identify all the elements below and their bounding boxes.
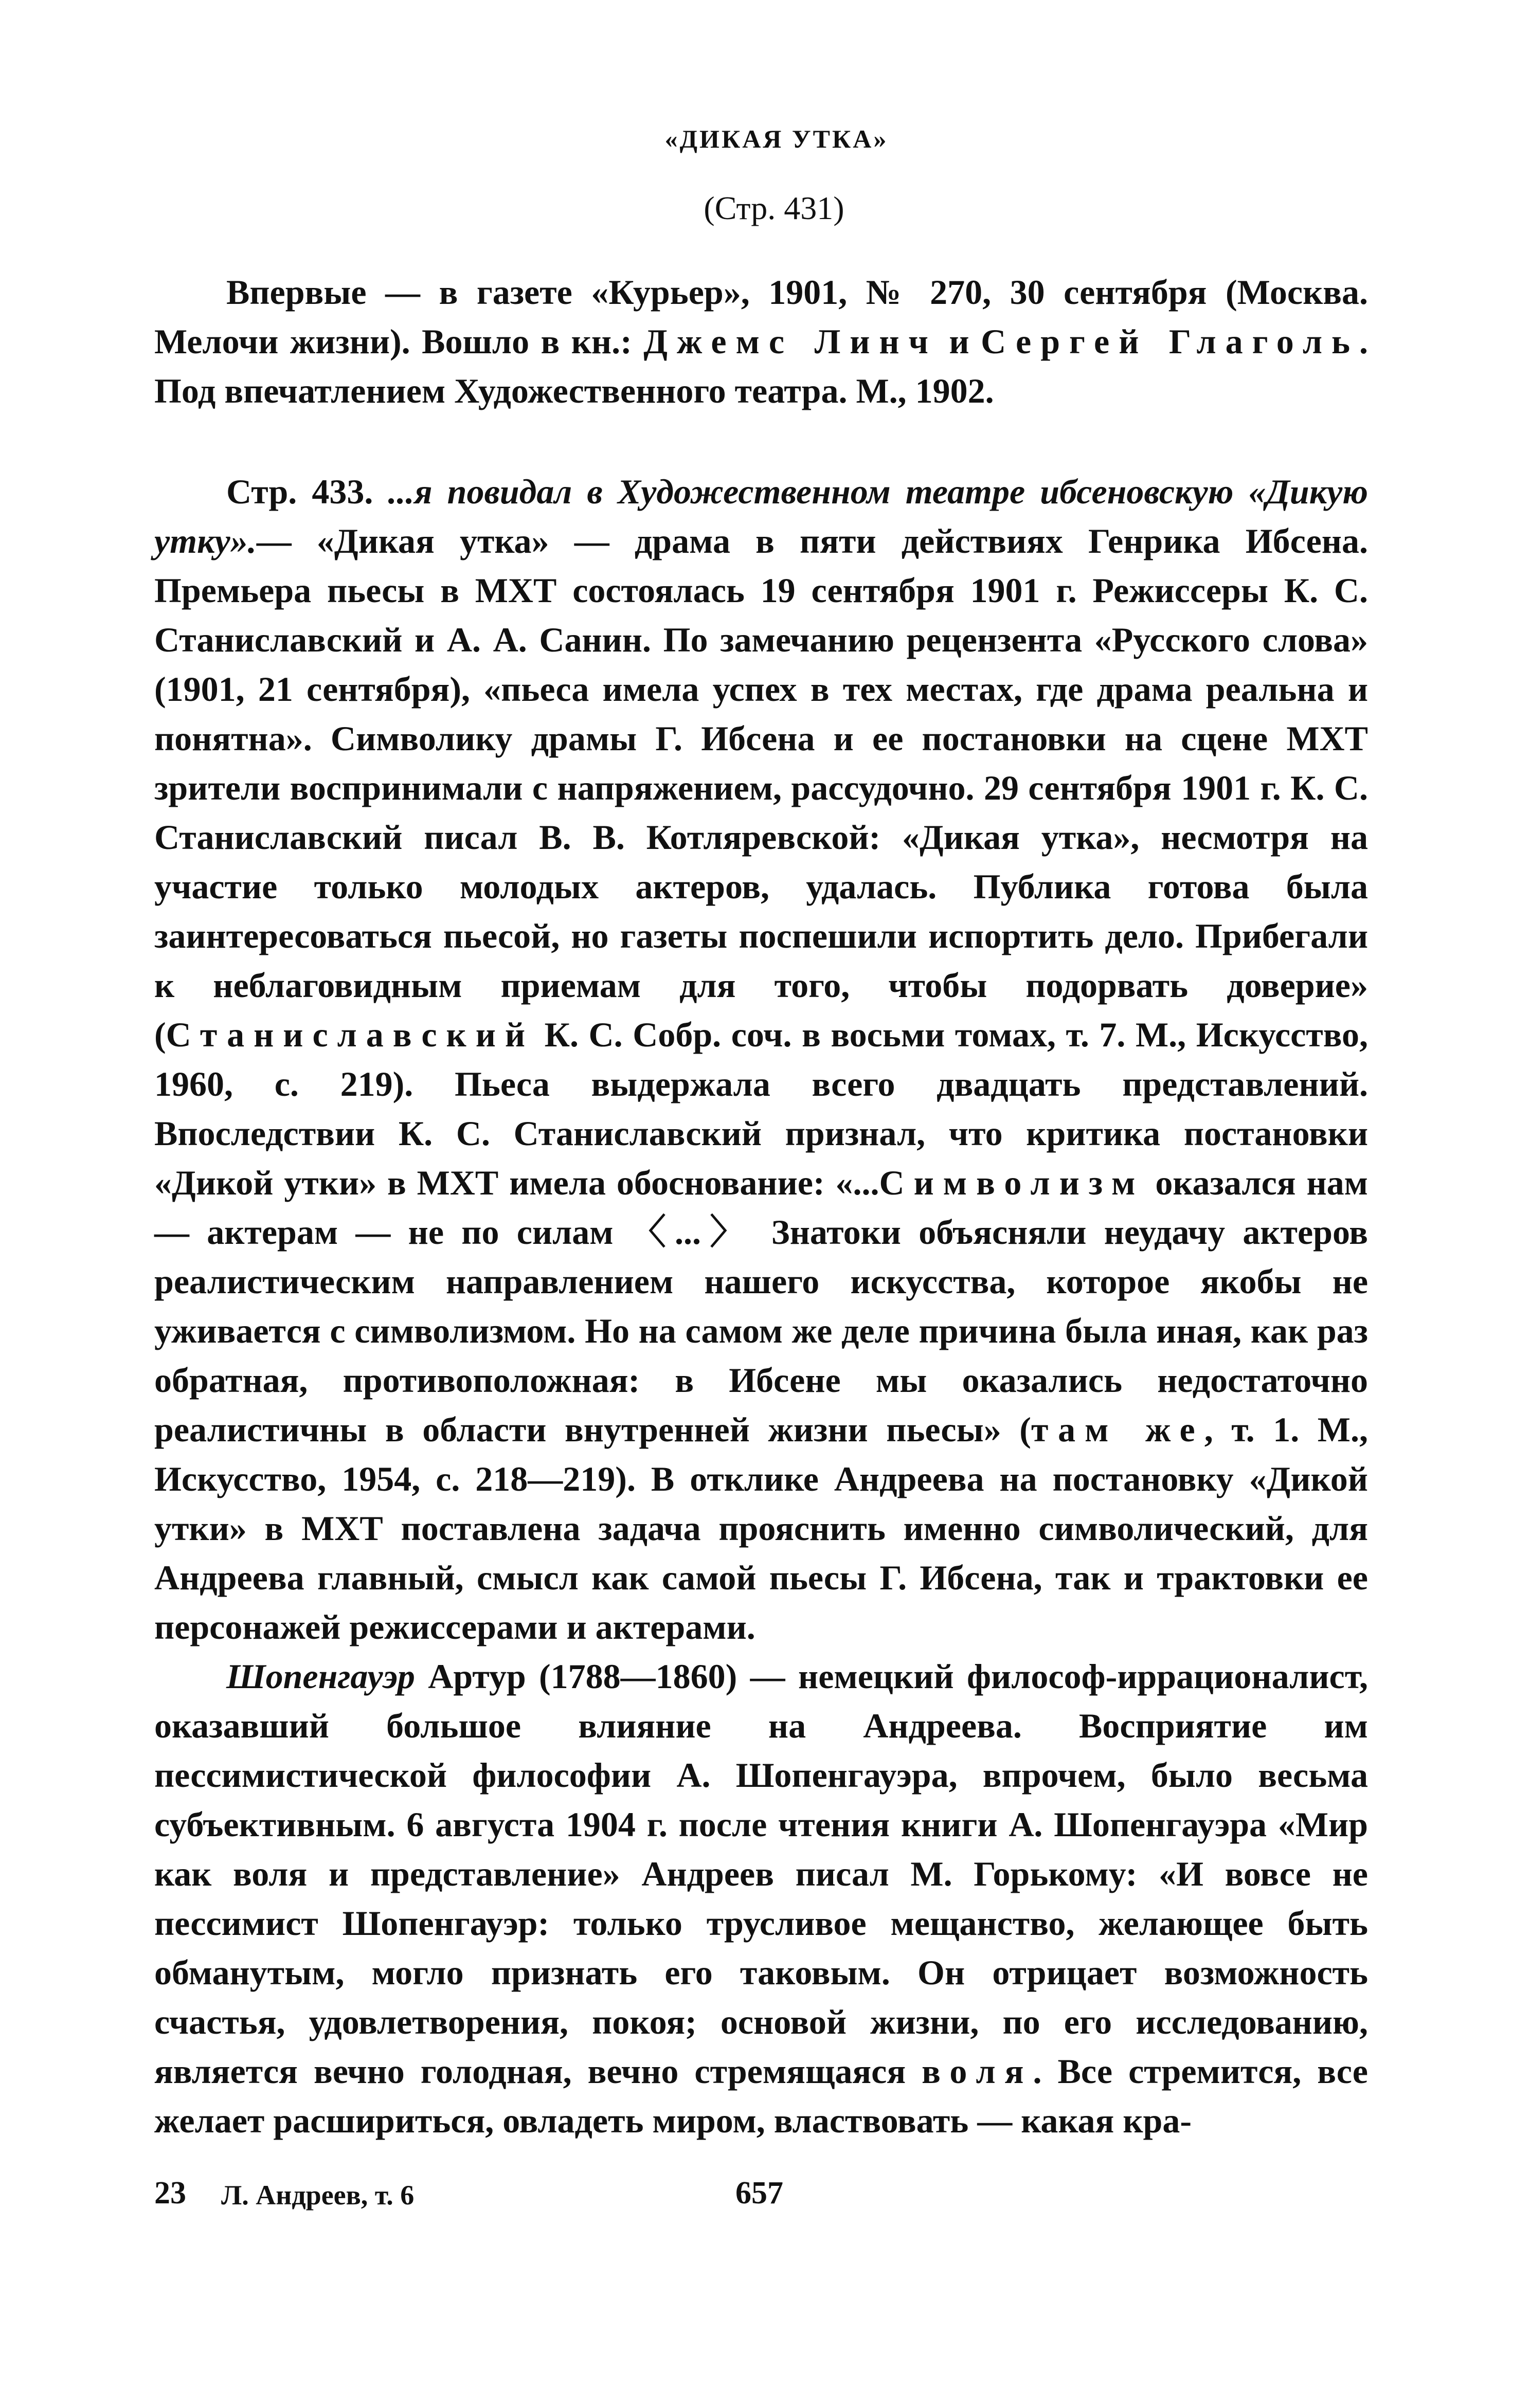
text-run: Впервые — в газете «Курьер», 1901, № 270, 30 сентября (Москва. Мелочи жизни). Вошло в кн.: bbox=[154, 273, 1368, 361]
spaced-author-name: Станиславский bbox=[166, 1015, 535, 1054]
page-reference: (Стр. 431) bbox=[704, 190, 844, 226]
paragraph-commentary-wild-duck bbox=[154, 467, 1368, 1652]
page-body bbox=[154, 118, 1368, 2145]
page-footer bbox=[154, 2175, 1368, 2221]
page-number: 657 bbox=[735, 2176, 783, 2211]
section-title: «ДИКАЯ УТКА» bbox=[664, 124, 889, 153]
signature-text: Л. Андреев, т. 6 bbox=[221, 2180, 415, 2211]
italic-name: Шопенгауэр bbox=[226, 1657, 415, 1696]
text-run: , т. 1. М., Искусство, 1954, с. 218—219). В отклике Андреева на постановку «Дикой утки» в МХТ поставлена задача прояснить именно символический, для Андреева главный, смысл как самой пьесы Г. Ибсена, так и трактовки ее персонажей режиссерами и актерами. bbox=[154, 1410, 1368, 1646]
paragraph-commentary-schopenhauer bbox=[154, 1652, 1368, 2145]
text-run: оказался нам — актерам — не по силам 〈...〉 Знатоки объясняли неудачу актеров реалистическим направлением нашего искусства, которое якобы не уживается с символизмом. Но на самом же деле причина была иная, как раз обратная, противоположная: в Ибсене мы оказались недостаточно реалистичны в области внутренней жизни пьесы» ( bbox=[154, 1163, 1368, 1449]
signature-number: 23 bbox=[154, 2176, 186, 2211]
spaced-author-name: Джемс Линч bbox=[643, 322, 938, 361]
text-run: . Все стремится, все желает расшириться, овладеть миром, властвовать — какая кра- bbox=[154, 2052, 1368, 2140]
italic-quote: ...я повидал в Художественном театре ибсеновскую «Дикую утку». bbox=[154, 472, 1369, 560]
text-run: Артур (1788—1860) — немецкий философ-иррационалист, оказавший большое влияние на Андреева. Восприятие им пессимистической философии А. Шопенгауэра, впрочем, было весьма субъективным. 6 августа 1904 г. после чтения книги А. Шопенгауэра «Мир как воля и представление» Андреев писал М. Горькому: «И вовсе не пессимист Шопенгауэр: только трусливое мещанство, желающее быть обманутым, могло признать его таковым. Он отрицает возможность счастья, удовлетворения, покоя; основой жизни, по его исследованию, является вечно голодная, вечно стремящаяся bbox=[154, 1657, 1368, 2091]
text-run: Стр. 433. bbox=[226, 472, 388, 511]
text-run: — «Дикая утка» — драма в пяти действиях Генрика Ибсена. Премьера пьесы в МХТ состоялась 19 сентября 1901 г. Режиссеры К. С. Станиславский и А. А. Санин. По замечанию рецензента «Русского слова» (1901, 21 сентября), «пьеса имела успех в тех местах, где драма реальна и понятна». Символику драмы Г. Ибсена и ее постановки на сцене МХТ зрители воспринимали с напряжением, рассудочно. 29 сентября 1901 г. К. С. Станиславский писал В. В. Котляревской: «Дикая утка», несмотря на участие только молодых актеров, удалась. Публика готова была заинтересоваться пьесой, но газеты поспешили испортить дело. Прибегали к неблаговидным приемам для того, чтобы подорвать доверие» ( bbox=[154, 521, 1368, 1054]
spaced-author-name: Сергей Глаголь bbox=[981, 322, 1359, 361]
spaced-reference: там же bbox=[1031, 1410, 1204, 1449]
text-run: и bbox=[937, 322, 981, 361]
paragraph-first-publication bbox=[154, 267, 1368, 415]
text-run: . Под впечатлением Художественного театра. М., 1902. bbox=[154, 322, 1368, 410]
text-run: К. С. Собр. соч. в восьми томах, т. 7. М., Искусство, 1960, с. 219). Пьеса выдержала всего двадцать представлений. Впоследствии К. С. Станиславский признал, что критика постановки «Дикой утки» в МХТ имела обоснование: «... bbox=[154, 1015, 1368, 1202]
spaced-term: воля bbox=[922, 2052, 1033, 2091]
spaced-term: Символизм bbox=[879, 1163, 1145, 1202]
